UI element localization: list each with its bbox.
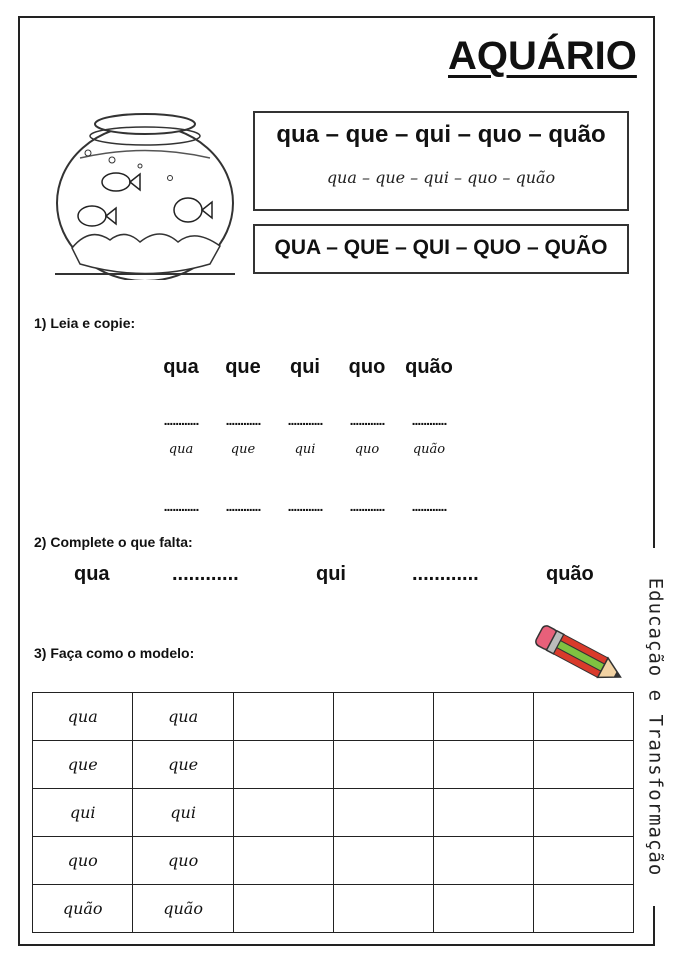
- blank-cell[interactable]: [333, 837, 433, 885]
- blank-cell[interactable]: [533, 789, 633, 837]
- blank-cell[interactable]: [233, 741, 333, 789]
- page-border-right-bottom: [653, 906, 655, 946]
- table-row: [33, 789, 634, 837]
- cursive-syllable: qui: [423, 168, 449, 187]
- blank-line[interactable]: ............: [163, 498, 199, 514]
- model-cell: qua: [133, 693, 233, 741]
- q1-syllable: quo: [348, 356, 386, 378]
- question-3-label: 3) Faça como o modelo:: [34, 645, 195, 661]
- table-row: [33, 837, 634, 885]
- blank-line[interactable]: ............: [163, 412, 199, 428]
- table-row: [33, 741, 634, 789]
- blank-cell[interactable]: [333, 693, 433, 741]
- model-cell: quo: [133, 837, 233, 885]
- blank-cell[interactable]: [433, 885, 533, 933]
- model-cell: qui: [133, 789, 233, 837]
- blank-cell[interactable]: [433, 741, 533, 789]
- blank-cell[interactable]: [233, 693, 333, 741]
- blank-cell[interactable]: [533, 693, 633, 741]
- q2-item: qua: [74, 563, 110, 585]
- blank-line[interactable]: ............: [349, 412, 385, 428]
- model-cell: quão: [33, 885, 133, 933]
- blank-cell[interactable]: [333, 789, 433, 837]
- q1-cursive-syllable: quão: [412, 442, 446, 457]
- q2-item: qui: [316, 563, 346, 585]
- blank-cell[interactable]: [233, 789, 333, 837]
- q1-syllable: qua: [163, 356, 199, 378]
- question-2-label: 2) Complete o que falta:: [34, 534, 193, 550]
- model-cell: quão: [133, 885, 233, 933]
- q1-cursive-syllable: quo: [354, 442, 380, 457]
- q1-syllable: que: [225, 356, 261, 378]
- q2-item: quão: [546, 563, 594, 585]
- cursive-syllable: quo: [467, 168, 498, 187]
- q2-complete-row: [30, 563, 630, 589]
- pencil-icon: [526, 622, 632, 688]
- syllables-lowercase-box: [253, 111, 629, 211]
- model-cell: qua: [33, 693, 133, 741]
- blank-line[interactable]: ............: [287, 412, 323, 428]
- blank-cell[interactable]: [433, 693, 533, 741]
- q2-blank[interactable]: ............: [412, 563, 479, 585]
- q1-blank-row-2: [150, 498, 460, 514]
- model-cell: qui: [33, 789, 133, 837]
- page-title: AQUÁRIO: [448, 34, 637, 78]
- table-row: [33, 885, 634, 933]
- cursive-syllable: quão: [515, 168, 556, 187]
- syllables-lowercase-cursive: qua – que – qui – quo – quão: [326, 168, 556, 187]
- side-watermark: [640, 548, 670, 906]
- q1-syllable: quão: [405, 356, 453, 378]
- fishbowl-illustration: [50, 108, 240, 280]
- blank-cell[interactable]: [433, 789, 533, 837]
- blank-cell[interactable]: [233, 837, 333, 885]
- blank-line[interactable]: ............: [225, 412, 261, 428]
- blank-cell[interactable]: [433, 837, 533, 885]
- model-table: [32, 692, 634, 933]
- blank-cell[interactable]: [333, 885, 433, 933]
- blank-line[interactable]: ............: [349, 498, 385, 514]
- table-row: [33, 693, 634, 741]
- model-cell: quo: [33, 837, 133, 885]
- blank-line[interactable]: ............: [225, 498, 261, 514]
- blank-cell[interactable]: [233, 885, 333, 933]
- q1-syllable: qui: [290, 356, 320, 378]
- blank-cell[interactable]: [533, 741, 633, 789]
- model-cell: que: [133, 741, 233, 789]
- blank-line[interactable]: ............: [411, 498, 447, 514]
- q1-cursive-syllable: que: [230, 442, 256, 457]
- page-border-right-top: [653, 16, 655, 548]
- blank-line[interactable]: ............: [287, 498, 323, 514]
- side-watermark-text: Educação e Transformação: [644, 577, 667, 877]
- blank-cell[interactable]: [333, 741, 433, 789]
- q1-print-row: [150, 356, 460, 379]
- blank-cell[interactable]: [533, 837, 633, 885]
- q1-cursive-syllable: qua: [168, 442, 194, 457]
- q1-cursive-syllable: qui: [294, 442, 316, 457]
- q1-cursive-row: [150, 442, 460, 457]
- blank-line[interactable]: ............: [411, 412, 447, 428]
- q2-blank[interactable]: ............: [172, 563, 239, 585]
- syllables-lowercase-print: qua – que – qui – quo – quão: [276, 121, 606, 148]
- cursive-syllable: que: [375, 168, 406, 187]
- model-cell: que: [33, 741, 133, 789]
- syllables-uppercase-box: QUA – QUE – QUI – QUO – QUÃO: [253, 224, 629, 274]
- question-1-label: 1) Leia e copie:: [34, 315, 136, 331]
- blank-cell[interactable]: [533, 885, 633, 933]
- cursive-syllable: qua: [326, 168, 357, 187]
- q1-blank-row-1: [150, 412, 460, 428]
